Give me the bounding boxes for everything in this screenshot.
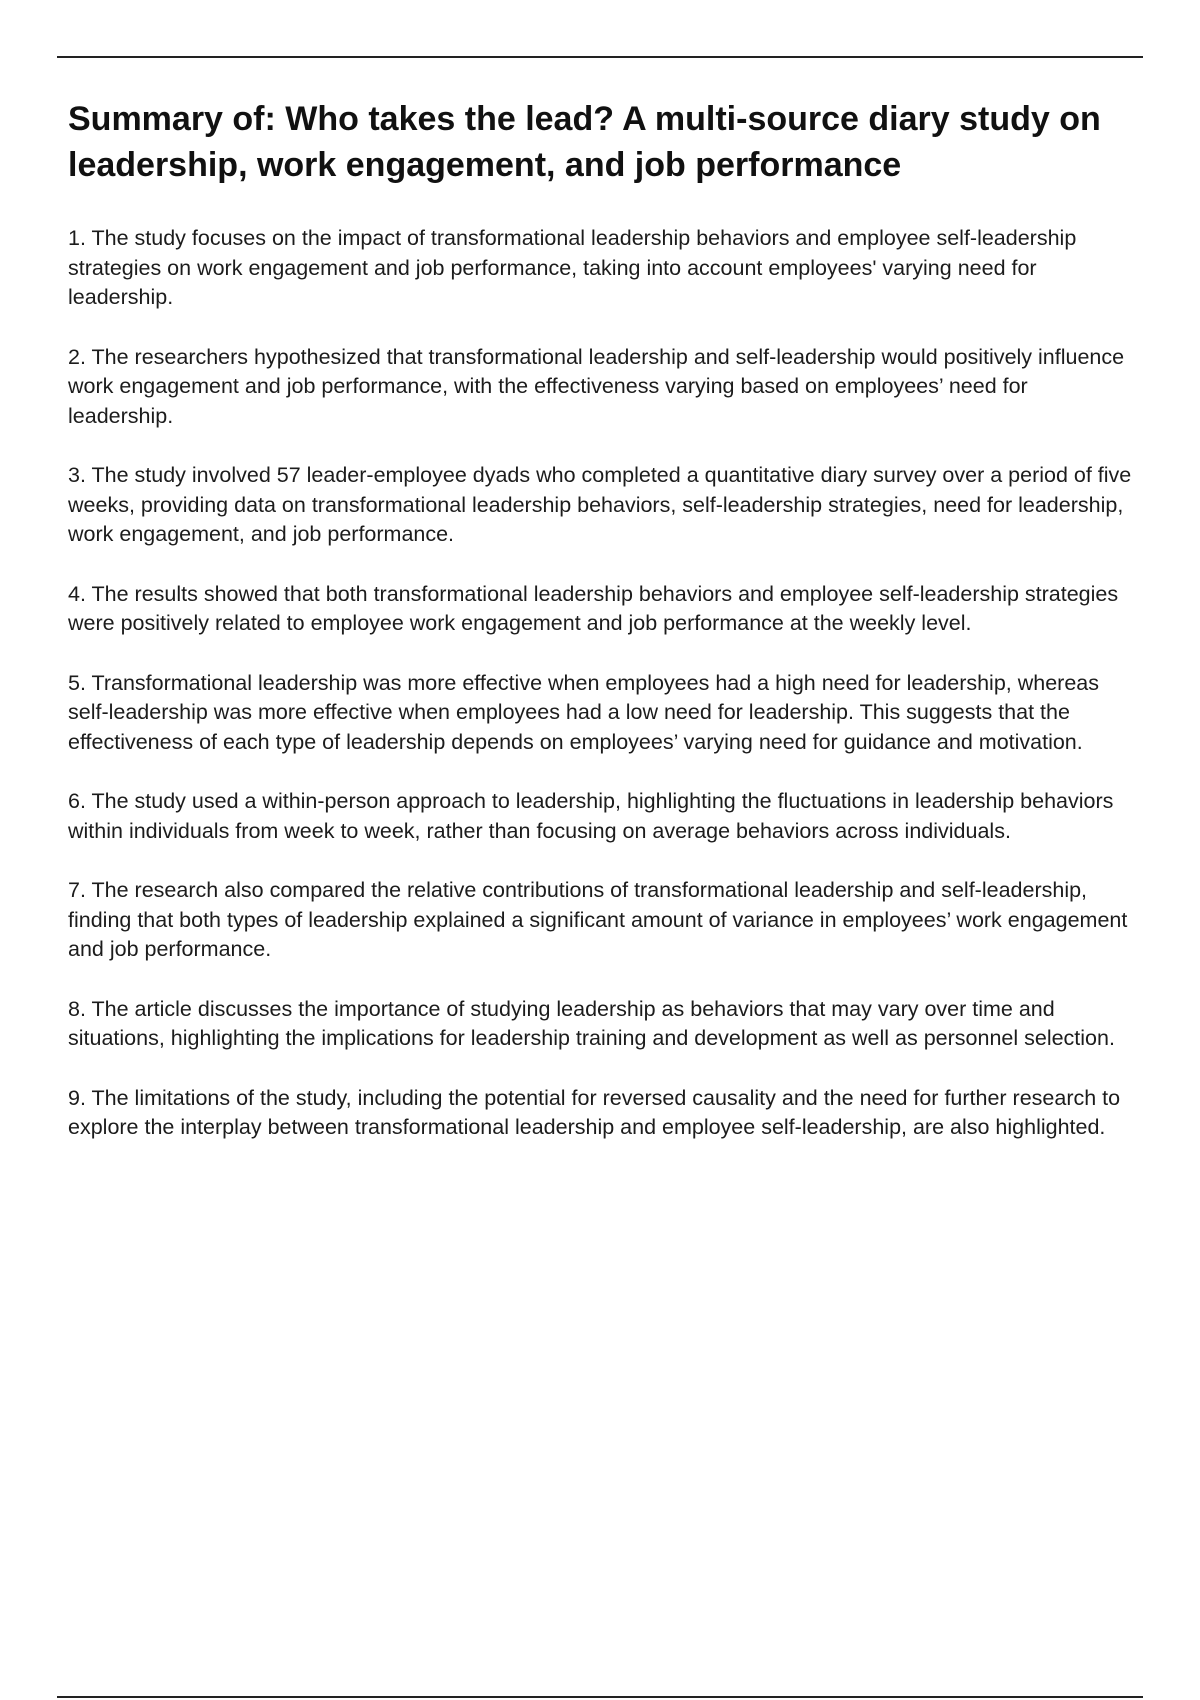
top-divider (57, 56, 1143, 58)
summary-point-7: 7. The research also compared the relative contributions of transformational leadership and self-leadership, finding that both types of leadership explained a significant amount of variance in employees’ work engagement and job performance. (68, 878, 1128, 961)
summary-list (68, 224, 1138, 1143)
summary-point-6: 6. The study used a within-person approach to leadership, highlighting the fluctuations in leadership behaviors within individuals from week to week, rather than focusing on average behaviors across individuals. (68, 789, 1114, 843)
summary-point-1: 1. The study focuses on the impact of transformational leadership behaviors and employee self-leadership strategies on work engagement and job performance, taking into account employees' varying need for leadership. (68, 226, 1077, 309)
summary-point-3: 3. The study involved 57 leader-employee dyads who completed a quantitative diary survey over a period of five weeks, providing data on transformational leadership behaviors, self-leadership strategies, need for leadership, work engagement, and job performance. (68, 463, 1132, 546)
summary-point-8: 8. The article discusses the importance of studying leadership as behaviors that may vary over time and situations, highlighting the implications for leadership training and development as well as personnel selection. (68, 996, 1115, 1050)
bottom-divider (57, 1696, 1143, 1698)
summary-point-5: 5. Transformational leadership was more effective when employees had a high need for leadership, whereas self-leadership was more effective when employees had a low need for leadership. This suggests that the effectiveness of each type of leadership depends on employees’ varying need for guidance and motivation. (68, 670, 1100, 754)
summary-point-4: 4. The results showed that both transformational leadership behaviors and employee self-leadership strategies were positively related to employee work engagement and job performance at the weekly level. (68, 581, 1119, 635)
summary-point-2: 2. The researchers hypothesized that transformational leadership and self-leadership would positively influence work engagement and job performance, with the effectiveness varying based on employees’ need for leadership. (68, 344, 1125, 428)
document-title: Summary of: Who takes the lead? A multi-source diary study on leadership, work engagement, and job performance (68, 100, 1101, 184)
document-body (68, 96, 1138, 1173)
summary-point-9: 9. The limitations of the study, including the potential for reversed causality and the need for further research to explore the interplay between transformational leadership and employee self-leadership, are also highlighted. (68, 1085, 1121, 1139)
